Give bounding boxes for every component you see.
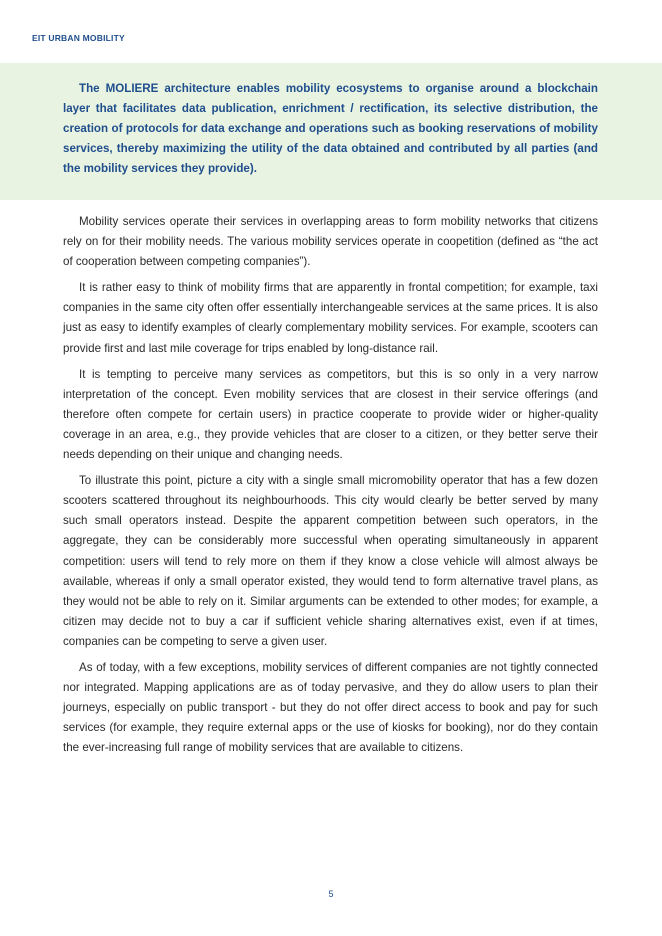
body-paragraph: It is tempting to perceive many services as competitors, but this is so only in a very narrow interpretation of the concept. Even mobility services that are closest in their service offerings (and therefore often compete for certain users) in practice cooperate to provide wider or higher-quality coverage in an area, e.g., they provide vehicles that are closer to a citizen, or they better serve their needs depending on their unique and changing needs.: [63, 367, 598, 462]
body-paragraph: As of today, with a few exceptions, mobility services of different companies are not tightly connected nor integrated. Mapping applications are as of today pervasive, and they do allow users to plan their journeys, especially on public transport - but they do not offer direct access to book and pay for such services (for example, they require external apps or the use of kiosks for booking), nor do they contain the ever-increasing full range of mobility services that are available to citizens.: [63, 660, 598, 755]
body-paragraph: It is rather easy to think of mobility firms that are apparently in frontal competition; for example, taxi companies in the same city often offer essentially interchangeable services at the same prices. It is also just as easy to identify examples of clearly complementary mobility services. For example, scooters can provide first and last mile coverage for trips enabled by long-distance rail.: [63, 281, 598, 355]
body-paragraph: Mobility services operate their services in overlapping areas to form mobility networks that citizens rely on for their mobility needs. The various mobility services operate in coopetition (defined as “the act of cooperation between competing companies”).: [63, 215, 598, 269]
highlight-statement: The MOLIERE architecture enables mobility ecosystems to organise around a blockchain layer that facilitates data publication, enrichment / rectification, its selective distribution, the creation of protocols for data exchange and operations such as booking reservations of mobility services, thereby maximizing the utility of the data obtained and contributed by all parties (and the mobility services they provide).: [63, 82, 598, 175]
body-text: [63, 212, 598, 764]
page-number: 5: [328, 889, 334, 899]
body-paragraph: To illustrate this point, picture a city with a single small micromobility operator that has a few dozen scooters scattered throughout its neighbourhoods. This city would clearly be better served by many such small operators instead. Despite the apparent competition between such operators, in the aggregate, they can be considerably more successful when operating simultaneously in apparent competition: users will tend to rely more on them if they know a close vehicle will almost always be available, whereas if only a small operator existed, they would tend to form alternative travel plans, as they would not be able to rely on it. Similar arguments can be extended to other modes; for example, a citizen may decide not to buy a car if sufficient vehicle sharing alternatives exist, even if at times, companies can be competing to serve a given user.: [63, 474, 598, 648]
document-header-label: EIT URBAN MOBILITY: [32, 33, 125, 43]
